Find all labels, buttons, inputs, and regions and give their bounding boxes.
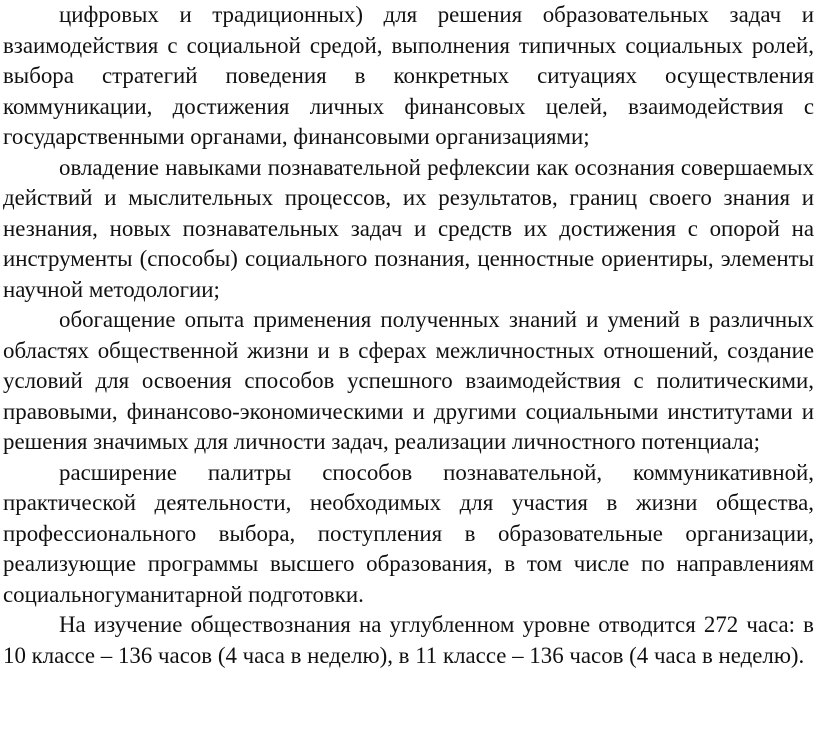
paragraph-continuation: цифровых и традиционных) для решения образовательных задач и взаимодействия с социальной средой, выполнения типичных социальных ролей, выбора стратегий поведения в конкретных ситуациях осуществления коммуникации, достижения личных финансовых целей, взаимодействия с государственными органами, финансовыми организациями; — [3, 2, 814, 149]
paragraph-activity-palette: расширение палитры способов познавательной, коммуникативной, практической деятельности, необходимых для участия в жизни общества, профессионального выбора, поступления в образовательные организации, реализующие программы высшего образования, в том числе по направлениям социальногуманитарной подготовки. — [3, 459, 814, 607]
paragraph-cognitive-reflection: овладение навыками познавательной рефлексии как осознания совершаемых действий и мыслительных процессов, их результатов, границ своего знания и незнания, новых познавательных задач и средств их достижения с опорой на инструменты (способы) социального познания, ценностные ориентиры, элементы научной методологии; — [3, 154, 814, 302]
paragraph-experience-enrichment: обогащение опыта применения полученных знаний и умений в различных областях общественной жизни и в сферах межличностных отношений, создание условий для освоения способов успешного взаимодействия с политическими, правовыми, финансово-экономическими и другими социальными институтами и решения значимых для личности задач, реализации личностного потенциала; — [3, 307, 814, 454]
paragraph-study-hours: На изучение обществознания на углубленном уровне отводится 272 часа: в 10 классе – 136 часов (4 часа в неделю), в 11 классе – 136 часов (4 часа в неделю). — [3, 612, 814, 668]
